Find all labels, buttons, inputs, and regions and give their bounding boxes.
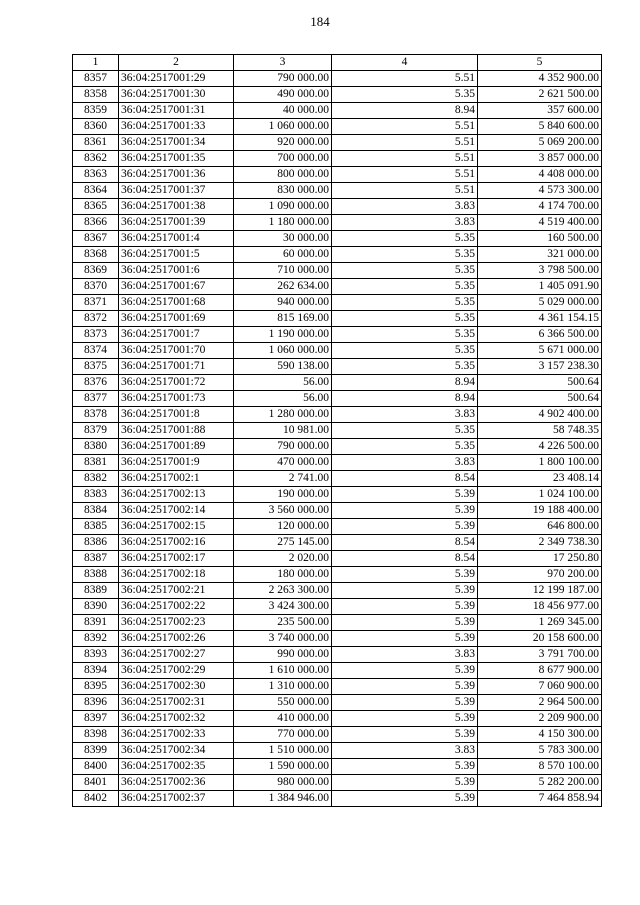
cell-amount: 4 361 154.15 bbox=[478, 311, 602, 327]
cell-cadastral-number: 36:04:2517001:37 bbox=[119, 183, 234, 199]
cell-cadastral-value: 710 000.00 bbox=[234, 263, 332, 279]
column-header-4: 4 bbox=[332, 55, 478, 71]
cell-cadastral-number: 36:04:2517001:72 bbox=[119, 375, 234, 391]
cell-cadastral-value: 1 060 000.00 bbox=[234, 343, 332, 359]
table-row bbox=[73, 327, 602, 343]
table-row bbox=[73, 87, 602, 103]
cell-amount: 357 600.00 bbox=[478, 103, 602, 119]
cell-rate: 5.51 bbox=[332, 183, 478, 199]
cell-row-number: 8391 bbox=[73, 615, 119, 631]
cell-amount: 5 069 200.00 bbox=[478, 135, 602, 151]
table-row bbox=[73, 295, 602, 311]
cell-row-number: 8387 bbox=[73, 551, 119, 567]
cell-amount: 5 783 300.00 bbox=[478, 743, 602, 759]
cell-row-number: 8377 bbox=[73, 391, 119, 407]
cell-row-number: 8385 bbox=[73, 519, 119, 535]
cell-cadastral-value: 60 000.00 bbox=[234, 247, 332, 263]
table-row bbox=[73, 599, 602, 615]
table-row bbox=[73, 775, 602, 791]
cell-cadastral-value: 2 741.00 bbox=[234, 471, 332, 487]
table-row bbox=[73, 119, 602, 135]
cell-cadastral-number: 36:04:2517001:73 bbox=[119, 391, 234, 407]
cell-cadastral-value: 410 000.00 bbox=[234, 711, 332, 727]
cell-cadastral-value: 590 138.00 bbox=[234, 359, 332, 375]
cell-rate: 5.39 bbox=[332, 599, 478, 615]
data-table bbox=[72, 54, 602, 807]
table-row bbox=[73, 663, 602, 679]
cell-rate: 5.39 bbox=[332, 615, 478, 631]
cell-cadastral-value: 56.00 bbox=[234, 375, 332, 391]
cell-cadastral-number: 36:04:2517002:17 bbox=[119, 551, 234, 567]
cell-cadastral-number: 36:04:2517001:88 bbox=[119, 423, 234, 439]
column-header-5: 5 bbox=[478, 55, 602, 71]
cell-row-number: 8365 bbox=[73, 199, 119, 215]
cell-row-number: 8374 bbox=[73, 343, 119, 359]
cell-amount: 4 174 700.00 bbox=[478, 199, 602, 215]
cell-amount: 2 209 900.00 bbox=[478, 711, 602, 727]
cell-row-number: 8373 bbox=[73, 327, 119, 343]
cell-amount: 7 464 858.94 bbox=[478, 791, 602, 807]
table-row bbox=[73, 519, 602, 535]
cell-cadastral-number: 36:04:2517001:6 bbox=[119, 263, 234, 279]
cell-amount: 7 060 900.00 bbox=[478, 679, 602, 695]
cell-row-number: 8369 bbox=[73, 263, 119, 279]
cell-rate: 5.35 bbox=[332, 311, 478, 327]
cell-amount: 4 352 900.00 bbox=[478, 71, 602, 87]
cell-row-number: 8363 bbox=[73, 167, 119, 183]
cell-amount: 4 150 300.00 bbox=[478, 727, 602, 743]
cell-amount: 20 158 600.00 bbox=[478, 631, 602, 647]
cell-row-number: 8364 bbox=[73, 183, 119, 199]
cell-rate: 5.35 bbox=[332, 343, 478, 359]
table-row bbox=[73, 247, 602, 263]
cell-cadastral-number: 36:04:2517002:22 bbox=[119, 599, 234, 615]
cell-rate: 8.54 bbox=[332, 535, 478, 551]
table-row bbox=[73, 199, 602, 215]
page-number: 184 bbox=[310, 14, 330, 29]
table-row bbox=[73, 263, 602, 279]
cell-row-number: 8371 bbox=[73, 295, 119, 311]
cell-cadastral-value: 1 180 000.00 bbox=[234, 215, 332, 231]
table-row bbox=[73, 567, 602, 583]
cell-amount: 12 199 187.00 bbox=[478, 583, 602, 599]
cell-amount: 5 282 200.00 bbox=[478, 775, 602, 791]
cell-cadastral-value: 30 000.00 bbox=[234, 231, 332, 247]
cell-cadastral-value: 770 000.00 bbox=[234, 727, 332, 743]
cell-rate: 5.35 bbox=[332, 423, 478, 439]
cell-cadastral-value: 700 000.00 bbox=[234, 151, 332, 167]
cell-row-number: 8400 bbox=[73, 759, 119, 775]
cell-row-number: 8379 bbox=[73, 423, 119, 439]
cell-row-number: 8394 bbox=[73, 663, 119, 679]
table-row bbox=[73, 503, 602, 519]
cell-row-number: 8396 bbox=[73, 695, 119, 711]
cell-cadastral-value: 1 310 000.00 bbox=[234, 679, 332, 695]
cell-amount: 2 621 500.00 bbox=[478, 87, 602, 103]
cell-amount: 8 570 100.00 bbox=[478, 759, 602, 775]
cell-cadastral-number: 36:04:2517002:36 bbox=[119, 775, 234, 791]
cell-cadastral-number: 36:04:2517001:70 bbox=[119, 343, 234, 359]
column-header-2: 2 bbox=[119, 55, 234, 71]
column-header-1: 1 bbox=[73, 55, 119, 71]
cell-rate: 5.39 bbox=[332, 663, 478, 679]
cell-rate: 3.83 bbox=[332, 407, 478, 423]
cell-cadastral-value: 180 000.00 bbox=[234, 567, 332, 583]
cell-amount: 5 029 000.00 bbox=[478, 295, 602, 311]
cell-rate: 3.83 bbox=[332, 455, 478, 471]
table-row bbox=[73, 311, 602, 327]
cell-row-number: 8382 bbox=[73, 471, 119, 487]
cell-rate: 5.39 bbox=[332, 759, 478, 775]
table-row bbox=[73, 583, 602, 599]
cell-cadastral-number: 36:04:2517001:38 bbox=[119, 199, 234, 215]
cell-cadastral-number: 36:04:2517001:36 bbox=[119, 167, 234, 183]
table-row bbox=[73, 151, 602, 167]
cell-cadastral-value: 490 000.00 bbox=[234, 87, 332, 103]
cell-cadastral-number: 36:04:2517001:8 bbox=[119, 407, 234, 423]
cell-cadastral-number: 36:04:2517002:27 bbox=[119, 647, 234, 663]
cell-rate: 5.51 bbox=[332, 119, 478, 135]
cell-row-number: 8362 bbox=[73, 151, 119, 167]
cell-cadastral-value: 830 000.00 bbox=[234, 183, 332, 199]
cell-amount: 1 024 100.00 bbox=[478, 487, 602, 503]
cell-cadastral-number: 36:04:2517002:16 bbox=[119, 535, 234, 551]
cell-rate: 8.54 bbox=[332, 471, 478, 487]
cell-row-number: 8401 bbox=[73, 775, 119, 791]
table-row bbox=[73, 487, 602, 503]
cell-cadastral-value: 815 169.00 bbox=[234, 311, 332, 327]
cell-cadastral-value: 790 000.00 bbox=[234, 439, 332, 455]
table-row bbox=[73, 231, 602, 247]
cell-rate: 3.83 bbox=[332, 647, 478, 663]
cell-cadastral-value: 3 560 000.00 bbox=[234, 503, 332, 519]
cell-amount: 4 902 400.00 bbox=[478, 407, 602, 423]
cell-amount: 5 671 000.00 bbox=[478, 343, 602, 359]
cell-amount: 4 573 300.00 bbox=[478, 183, 602, 199]
cell-row-number: 8372 bbox=[73, 311, 119, 327]
cell-amount: 1 800 100.00 bbox=[478, 455, 602, 471]
table-row bbox=[73, 279, 602, 295]
cell-cadastral-value: 1 590 000.00 bbox=[234, 759, 332, 775]
table-row bbox=[73, 71, 602, 87]
cell-cadastral-number: 36:04:2517001:68 bbox=[119, 295, 234, 311]
cell-row-number: 8375 bbox=[73, 359, 119, 375]
cell-rate: 8.54 bbox=[332, 551, 478, 567]
cell-cadastral-value: 275 145.00 bbox=[234, 535, 332, 551]
cell-row-number: 8357 bbox=[73, 71, 119, 87]
cell-cadastral-number: 36:04:2517001:89 bbox=[119, 439, 234, 455]
cell-cadastral-number: 36:04:2517001:31 bbox=[119, 103, 234, 119]
cell-cadastral-number: 36:04:2517002:13 bbox=[119, 487, 234, 503]
cell-row-number: 8384 bbox=[73, 503, 119, 519]
table-row bbox=[73, 631, 602, 647]
cell-cadastral-number: 36:04:2517001:71 bbox=[119, 359, 234, 375]
cell-amount: 3 798 500.00 bbox=[478, 263, 602, 279]
table-row bbox=[73, 679, 602, 695]
cell-cadastral-number: 36:04:2517001:9 bbox=[119, 455, 234, 471]
cell-rate: 5.51 bbox=[332, 167, 478, 183]
cell-row-number: 8370 bbox=[73, 279, 119, 295]
table-row bbox=[73, 743, 602, 759]
cell-rate: 3.83 bbox=[332, 743, 478, 759]
cell-row-number: 8366 bbox=[73, 215, 119, 231]
cell-rate: 5.35 bbox=[332, 327, 478, 343]
cell-rate: 5.35 bbox=[332, 87, 478, 103]
cell-row-number: 8360 bbox=[73, 119, 119, 135]
cell-rate: 5.39 bbox=[332, 519, 478, 535]
cell-cadastral-value: 3 424 300.00 bbox=[234, 599, 332, 615]
cell-rate: 5.39 bbox=[332, 727, 478, 743]
table-row bbox=[73, 135, 602, 151]
cell-cadastral-value: 1 090 000.00 bbox=[234, 199, 332, 215]
table-row bbox=[73, 423, 602, 439]
table-row bbox=[73, 759, 602, 775]
cell-row-number: 8358 bbox=[73, 87, 119, 103]
cell-rate: 5.35 bbox=[332, 359, 478, 375]
cell-rate: 3.83 bbox=[332, 215, 478, 231]
cell-row-number: 8368 bbox=[73, 247, 119, 263]
cell-cadastral-number: 36:04:2517002:15 bbox=[119, 519, 234, 535]
cell-row-number: 8386 bbox=[73, 535, 119, 551]
cell-cadastral-number: 36:04:2517001:35 bbox=[119, 151, 234, 167]
cell-row-number: 8399 bbox=[73, 743, 119, 759]
cell-rate: 5.39 bbox=[332, 487, 478, 503]
cell-cadastral-value: 470 000.00 bbox=[234, 455, 332, 471]
cell-rate: 5.39 bbox=[332, 791, 478, 807]
table-row bbox=[73, 167, 602, 183]
cell-cadastral-number: 36:04:2517002:35 bbox=[119, 759, 234, 775]
table-row bbox=[73, 727, 602, 743]
cell-rate: 8.94 bbox=[332, 391, 478, 407]
table-row bbox=[73, 407, 602, 423]
cell-amount: 2 964 500.00 bbox=[478, 695, 602, 711]
cell-cadastral-value: 1 384 946.00 bbox=[234, 791, 332, 807]
cell-rate: 8.94 bbox=[332, 103, 478, 119]
cell-cadastral-value: 2 263 300.00 bbox=[234, 583, 332, 599]
cell-row-number: 8395 bbox=[73, 679, 119, 695]
cell-amount: 646 800.00 bbox=[478, 519, 602, 535]
cell-row-number: 8402 bbox=[73, 791, 119, 807]
cell-rate: 5.39 bbox=[332, 583, 478, 599]
cell-rate: 5.51 bbox=[332, 135, 478, 151]
cell-rate: 5.39 bbox=[332, 631, 478, 647]
cell-rate: 5.39 bbox=[332, 711, 478, 727]
cell-row-number: 8376 bbox=[73, 375, 119, 391]
cell-row-number: 8380 bbox=[73, 439, 119, 455]
table-row bbox=[73, 535, 602, 551]
cell-row-number: 8397 bbox=[73, 711, 119, 727]
cell-amount: 5 840 600.00 bbox=[478, 119, 602, 135]
table-row bbox=[73, 791, 602, 807]
cell-rate: 5.35 bbox=[332, 279, 478, 295]
table-row bbox=[73, 647, 602, 663]
cell-cadastral-value: 10 981.00 bbox=[234, 423, 332, 439]
cell-amount: 58 748.35 bbox=[478, 423, 602, 439]
cell-cadastral-number: 36:04:2517002:30 bbox=[119, 679, 234, 695]
cell-cadastral-value: 800 000.00 bbox=[234, 167, 332, 183]
table-row bbox=[73, 375, 602, 391]
cell-cadastral-number: 36:04:2517001:67 bbox=[119, 279, 234, 295]
cell-rate: 3.83 bbox=[332, 199, 478, 215]
cell-rate: 5.35 bbox=[332, 295, 478, 311]
cell-amount: 3 157 238.30 bbox=[478, 359, 602, 375]
cell-rate: 5.39 bbox=[332, 503, 478, 519]
cell-row-number: 8390 bbox=[73, 599, 119, 615]
cell-rate: 5.39 bbox=[332, 775, 478, 791]
cell-row-number: 8367 bbox=[73, 231, 119, 247]
cell-cadastral-number: 36:04:2517001:39 bbox=[119, 215, 234, 231]
cell-cadastral-value: 40 000.00 bbox=[234, 103, 332, 119]
cell-amount: 1 269 345.00 bbox=[478, 615, 602, 631]
cell-cadastral-number: 36:04:2517002:1 bbox=[119, 471, 234, 487]
cell-cadastral-value: 235 500.00 bbox=[234, 615, 332, 631]
cell-cadastral-number: 36:04:2517001:29 bbox=[119, 71, 234, 87]
cell-rate: 5.39 bbox=[332, 695, 478, 711]
cell-cadastral-value: 1 060 000.00 bbox=[234, 119, 332, 135]
cell-row-number: 8381 bbox=[73, 455, 119, 471]
cell-cadastral-number: 36:04:2517002:32 bbox=[119, 711, 234, 727]
cell-amount: 2 349 738.30 bbox=[478, 535, 602, 551]
cell-cadastral-value: 1 280 000.00 bbox=[234, 407, 332, 423]
table-row bbox=[73, 439, 602, 455]
cell-cadastral-number: 36:04:2517001:69 bbox=[119, 311, 234, 327]
table-row bbox=[73, 455, 602, 471]
cell-amount: 4 519 400.00 bbox=[478, 215, 602, 231]
cell-amount: 500.64 bbox=[478, 375, 602, 391]
cell-cadastral-value: 940 000.00 bbox=[234, 295, 332, 311]
cell-cadastral-number: 36:04:2517002:29 bbox=[119, 663, 234, 679]
cell-cadastral-number: 36:04:2517002:21 bbox=[119, 583, 234, 599]
table-row bbox=[73, 391, 602, 407]
cell-row-number: 8398 bbox=[73, 727, 119, 743]
cell-cadastral-value: 3 740 000.00 bbox=[234, 631, 332, 647]
cell-cadastral-value: 120 000.00 bbox=[234, 519, 332, 535]
table-row bbox=[73, 471, 602, 487]
table-row bbox=[73, 615, 602, 631]
cell-amount: 8 677 900.00 bbox=[478, 663, 602, 679]
cell-row-number: 8388 bbox=[73, 567, 119, 583]
cell-rate: 5.39 bbox=[332, 679, 478, 695]
table-row bbox=[73, 103, 602, 119]
cell-row-number: 8393 bbox=[73, 647, 119, 663]
cell-cadastral-number: 36:04:2517002:23 bbox=[119, 615, 234, 631]
cell-cadastral-value: 990 000.00 bbox=[234, 647, 332, 663]
table-body bbox=[73, 71, 602, 807]
cell-cadastral-value: 1 510 000.00 bbox=[234, 743, 332, 759]
cell-amount: 160 500.00 bbox=[478, 231, 602, 247]
cell-row-number: 8359 bbox=[73, 103, 119, 119]
cell-cadastral-value: 1 190 000.00 bbox=[234, 327, 332, 343]
table-row bbox=[73, 359, 602, 375]
cell-rate: 5.35 bbox=[332, 263, 478, 279]
cell-rate: 5.51 bbox=[332, 151, 478, 167]
table-row bbox=[73, 695, 602, 711]
cell-cadastral-number: 36:04:2517002:18 bbox=[119, 567, 234, 583]
cell-row-number: 8389 bbox=[73, 583, 119, 599]
cell-cadastral-value: 790 000.00 bbox=[234, 71, 332, 87]
cell-row-number: 8383 bbox=[73, 487, 119, 503]
cell-row-number: 8361 bbox=[73, 135, 119, 151]
cell-amount: 500.64 bbox=[478, 391, 602, 407]
cell-rate: 5.35 bbox=[332, 247, 478, 263]
cell-cadastral-number: 36:04:2517001:7 bbox=[119, 327, 234, 343]
cell-rate: 5.39 bbox=[332, 567, 478, 583]
cell-cadastral-number: 36:04:2517002:37 bbox=[119, 791, 234, 807]
table-row bbox=[73, 183, 602, 199]
cell-cadastral-number: 36:04:2517002:34 bbox=[119, 743, 234, 759]
cell-amount: 321 000.00 bbox=[478, 247, 602, 263]
cell-amount: 3 857 000.00 bbox=[478, 151, 602, 167]
cell-cadastral-number: 36:04:2517001:30 bbox=[119, 87, 234, 103]
cell-row-number: 8392 bbox=[73, 631, 119, 647]
cell-rate: 8.94 bbox=[332, 375, 478, 391]
cell-amount: 4 408 000.00 bbox=[478, 167, 602, 183]
table-row bbox=[73, 343, 602, 359]
column-header-3: 3 bbox=[234, 55, 332, 71]
cell-amount: 6 366 500.00 bbox=[478, 327, 602, 343]
cell-cadastral-value: 190 000.00 bbox=[234, 487, 332, 503]
table-header-row bbox=[73, 55, 602, 71]
cell-cadastral-number: 36:04:2517002:14 bbox=[119, 503, 234, 519]
cell-amount: 23 408.14 bbox=[478, 471, 602, 487]
cell-cadastral-number: 36:04:2517001:33 bbox=[119, 119, 234, 135]
cell-rate: 5.35 bbox=[332, 231, 478, 247]
cell-rate: 5.35 bbox=[332, 439, 478, 455]
cell-amount: 1 405 091.90 bbox=[478, 279, 602, 295]
cell-cadastral-value: 980 000.00 bbox=[234, 775, 332, 791]
cell-amount: 970 200.00 bbox=[478, 567, 602, 583]
cell-rate: 5.51 bbox=[332, 71, 478, 87]
cell-cadastral-value: 1 610 000.00 bbox=[234, 663, 332, 679]
cell-cadastral-number: 36:04:2517001:34 bbox=[119, 135, 234, 151]
cell-amount: 18 456 977.00 bbox=[478, 599, 602, 615]
cell-cadastral-number: 36:04:2517001:5 bbox=[119, 247, 234, 263]
cell-cadastral-number: 36:04:2517002:33 bbox=[119, 727, 234, 743]
cell-cadastral-value: 262 634.00 bbox=[234, 279, 332, 295]
cell-row-number: 8378 bbox=[73, 407, 119, 423]
cell-amount: 4 226 500.00 bbox=[478, 439, 602, 455]
cell-cadastral-value: 550 000.00 bbox=[234, 695, 332, 711]
cell-cadastral-number: 36:04:2517002:26 bbox=[119, 631, 234, 647]
table-row bbox=[73, 711, 602, 727]
cell-cadastral-value: 56.00 bbox=[234, 391, 332, 407]
cell-amount: 3 791 700.00 bbox=[478, 647, 602, 663]
cell-cadastral-value: 2 020.00 bbox=[234, 551, 332, 567]
cell-cadastral-number: 36:04:2517002:31 bbox=[119, 695, 234, 711]
cell-cadastral-number: 36:04:2517001:4 bbox=[119, 231, 234, 247]
table-row bbox=[73, 215, 602, 231]
cell-amount: 17 250.80 bbox=[478, 551, 602, 567]
cell-amount: 19 188 400.00 bbox=[478, 503, 602, 519]
cell-cadastral-value: 920 000.00 bbox=[234, 135, 332, 151]
table-row bbox=[73, 551, 602, 567]
